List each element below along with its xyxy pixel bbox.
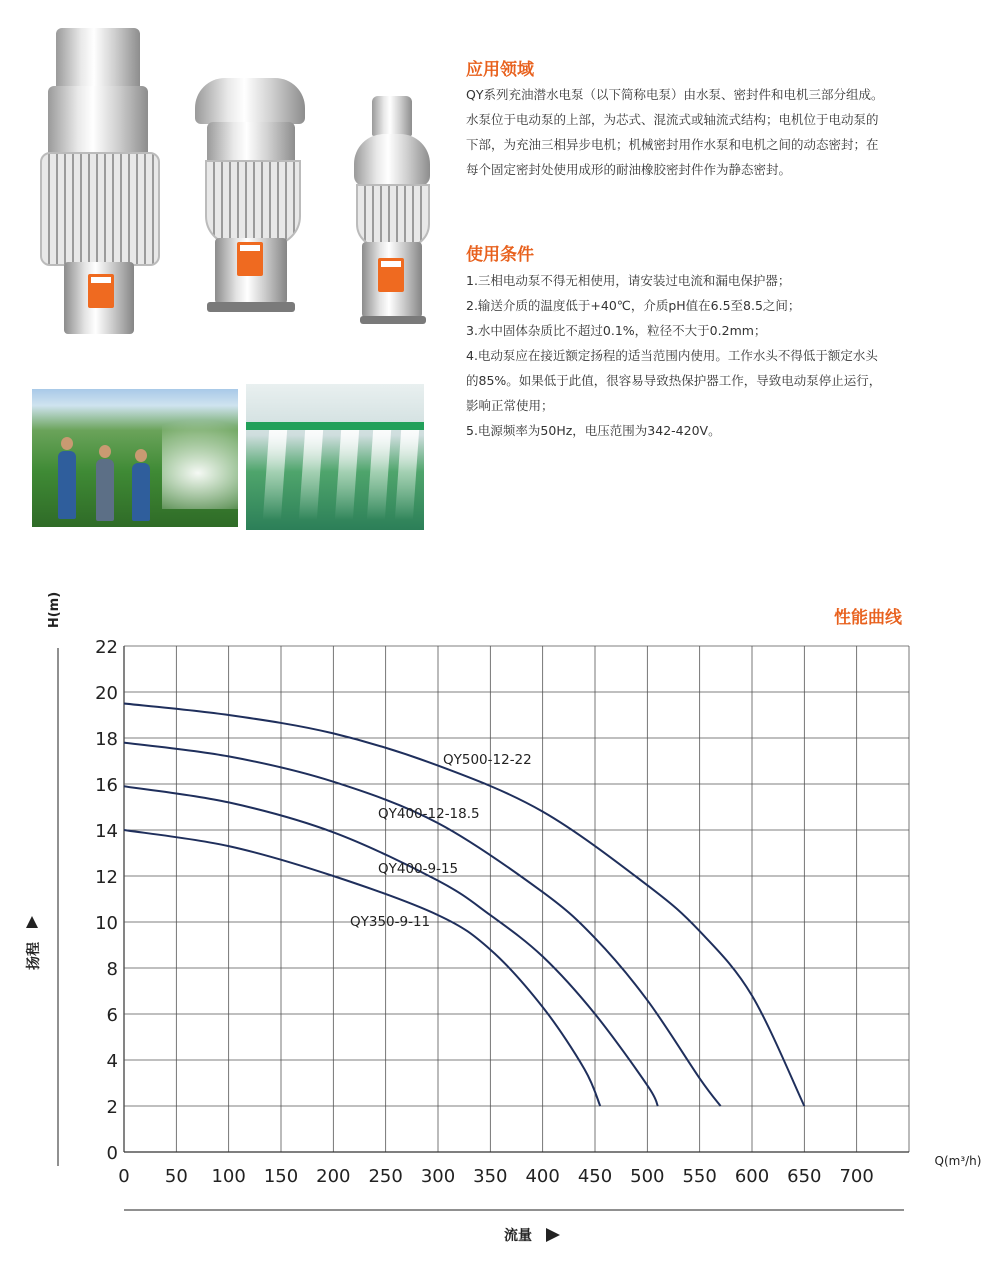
conditions-line: 4.电动泵应在接近额定扬程的适当范围内使用。工作水头不得低于额定水头 bbox=[466, 348, 878, 363]
x-axis-arrow-icon bbox=[546, 1228, 560, 1242]
series-label: QY350-9-11 bbox=[350, 914, 431, 930]
x-tick-label: 450 bbox=[577, 1166, 613, 1187]
product-photo-pump-small bbox=[342, 96, 442, 328]
conditions-title: 使用条件 bbox=[466, 245, 534, 265]
y-tick-label: 16 bbox=[95, 775, 118, 796]
y-tick-label: 8 bbox=[106, 959, 118, 980]
application-line: 水泵位于电动泵的上部，为芯式、混流式或轴流式结构；电机位于电动泵的 bbox=[466, 112, 879, 127]
x-axis-title: 流量 bbox=[504, 1228, 532, 1244]
y-tick-label: 18 bbox=[95, 729, 118, 750]
performance-curve-chart bbox=[0, 590, 1000, 1279]
conditions-line: 1.三相电动泵不得无相使用，请安装过电流和漏电保护器； bbox=[466, 273, 791, 288]
application-line: QY系列充油潜水电泵（以下简称电泵）由水泵、密封件和电机三部分组成。 bbox=[466, 87, 884, 102]
x-tick-label: 650 bbox=[787, 1166, 822, 1187]
photo-greenhouse-irrigation bbox=[246, 384, 424, 530]
conditions-line: 3.水中固体杂质比不超过0.1%，粒径不大于0.2mm； bbox=[466, 323, 767, 338]
series-label: QY400-9-15 bbox=[378, 861, 459, 877]
x-tick-label: 250 bbox=[368, 1166, 403, 1187]
x-tick-label: 700 bbox=[839, 1166, 874, 1187]
x-tick-label: 50 bbox=[164, 1166, 188, 1187]
y-tick-label: 2 bbox=[106, 1097, 118, 1118]
y-axis-arrow-icon bbox=[26, 916, 38, 928]
x-axis-unit-label: Q(m³/h) bbox=[934, 1154, 982, 1168]
y-tick-label: 10 bbox=[95, 913, 118, 934]
x-tick-label: 100 bbox=[211, 1166, 246, 1187]
x-tick-label: 600 bbox=[734, 1166, 770, 1187]
conditions-text bbox=[466, 268, 881, 443]
application-title: 应用领域 bbox=[466, 60, 534, 80]
y-tick-label: 4 bbox=[106, 1051, 118, 1072]
series-label: QY400-12-18.5 bbox=[378, 806, 480, 822]
y-axis-title: 扬程 bbox=[26, 942, 42, 970]
y-axis-unit-label: H(m) bbox=[47, 591, 62, 629]
application-line: 下部，为充油三相异步电机；机械密封用作水泵和电机之间的动态密封；在 bbox=[466, 137, 879, 152]
x-tick-label: 400 bbox=[525, 1166, 560, 1187]
conditions-line: 影响正常使用； bbox=[466, 398, 554, 413]
application-line: 每个固定密封处使用成形的耐油橡胶密封件作为静态密封。 bbox=[466, 162, 792, 177]
chart-series bbox=[124, 704, 804, 1107]
y-tick-label: 14 bbox=[95, 821, 118, 842]
product-photo-pump-large bbox=[40, 28, 160, 333]
series-label: QY500-12-22 bbox=[443, 752, 532, 768]
y-tick-label: 12 bbox=[95, 867, 118, 888]
conditions-line: 5.电源频率为50Hz，电压范围为342-420V。 bbox=[466, 423, 721, 438]
x-tick-label: 350 bbox=[473, 1166, 508, 1187]
x-tick-label: 300 bbox=[420, 1166, 456, 1187]
chart-title: 性能曲线 bbox=[834, 608, 902, 628]
x-tick-label: 200 bbox=[316, 1166, 351, 1187]
product-photo-pump-medium bbox=[195, 78, 315, 328]
x-tick-label: 150 bbox=[263, 1166, 299, 1187]
conditions-line: 2.输送介质的温度低于+40℃，介质pH值在6.5至8.5之间； bbox=[466, 298, 801, 313]
x-tick-label: 500 bbox=[630, 1166, 665, 1187]
y-tick-label: 6 bbox=[106, 1005, 118, 1026]
conditions-line: 的85%。如果低于此值，很容易导致热保护器工作，导致电动泵停止运行， bbox=[466, 373, 882, 388]
y-tick-label: 20 bbox=[95, 683, 118, 704]
x-tick-label: 0 bbox=[118, 1166, 130, 1187]
photo-field-irrigation bbox=[32, 389, 238, 527]
application-text bbox=[466, 82, 883, 182]
y-tick-label: 22 bbox=[95, 637, 118, 658]
y-tick-label: 0 bbox=[106, 1143, 118, 1164]
x-tick-label: 550 bbox=[682, 1166, 717, 1187]
